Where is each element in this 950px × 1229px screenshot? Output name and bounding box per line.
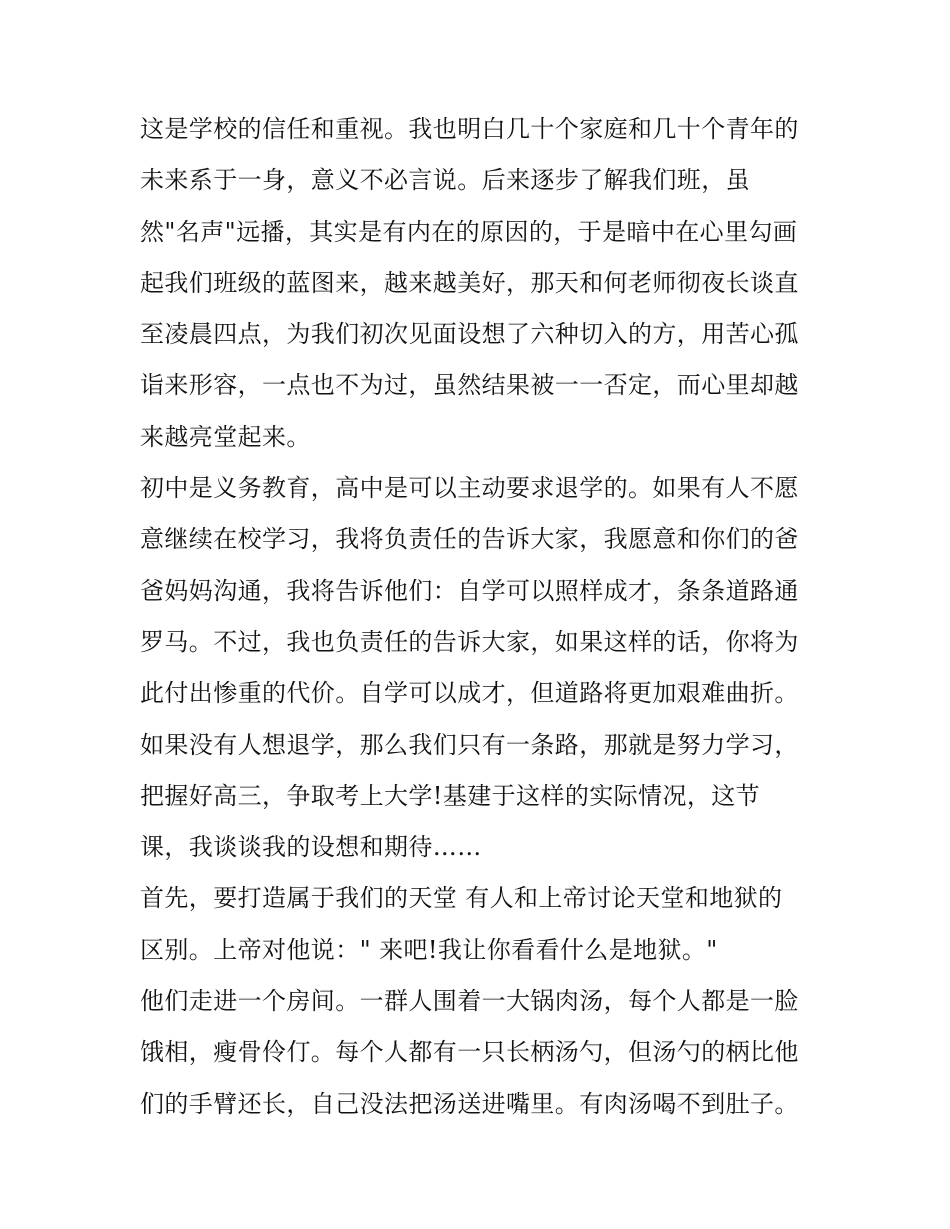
text-line: 起我们班级的蓝图来，越来越美好，那天和何老师彻夜长谈直	[140, 268, 799, 297]
text-line: 来越亮堂起来。	[140, 422, 311, 451]
text-line: 这是学校的信任和重视。我也明白几十个家庭和几十个青年的	[140, 115, 799, 143]
text-line: 诣来形容，一点也不为过，虽然结果被一一否定，而心里却越	[140, 371, 799, 400]
text-line: 初中是义务教育，高中是可以主动要求退学的。如果有人不愿	[140, 474, 799, 503]
text-line: 他们走进一个房间。一群人围着一大锅肉汤，每个人都是一脸	[140, 987, 799, 1016]
text-line: 罗马。不过，我也负责任的告诉大家，如果这样的话，你将为	[140, 627, 799, 656]
text-line: 意继续在校学习，我将负责任的告诉大家，我愿意和你们的爸	[140, 525, 799, 554]
text-line: 至凌晨四点，为我们初次见面设想了六种切入的方，用苦心孤	[140, 320, 799, 349]
text-line: 们的手臂还长，自己没法把汤送进嘴里。有肉汤喝不到肚子。	[140, 1089, 799, 1118]
text-line: 此付出惨重的代价。自学可以成才，但道路将更加艰难曲折。	[140, 679, 799, 708]
text-line: 未来系于一身，意义不必言说。后来逐步了解我们班，虽	[140, 166, 750, 195]
text-line: 如果没有人想退学，那么我们只有一条路，那就是努力学习，	[140, 730, 799, 759]
text-line: 区别。上帝对他说：" 来吧!我让你看看什么是地狱。"	[140, 935, 718, 964]
text-line: 课，我谈谈我的设想和期待……	[140, 833, 482, 862]
text-line: 爸妈妈沟通，我将告诉他们：自学可以照样成才，条条道路通	[140, 576, 799, 605]
body-text	[140, 104, 820, 1130]
text-line: 然"名声"远播，其实是有内在的原因的，于是暗中在心里勾画	[140, 217, 798, 246]
text-line: 把握好高三，争取考上大学!基建于这样的实际情况，这节	[140, 781, 761, 810]
text-line: 首先，要打造属于我们的天堂 有人和上帝讨论天堂和地狱的	[140, 884, 783, 913]
text-line: 饿相，瘦骨伶仃。每个人都有一只长柄汤勺，但汤勺的柄比他	[140, 1038, 799, 1067]
